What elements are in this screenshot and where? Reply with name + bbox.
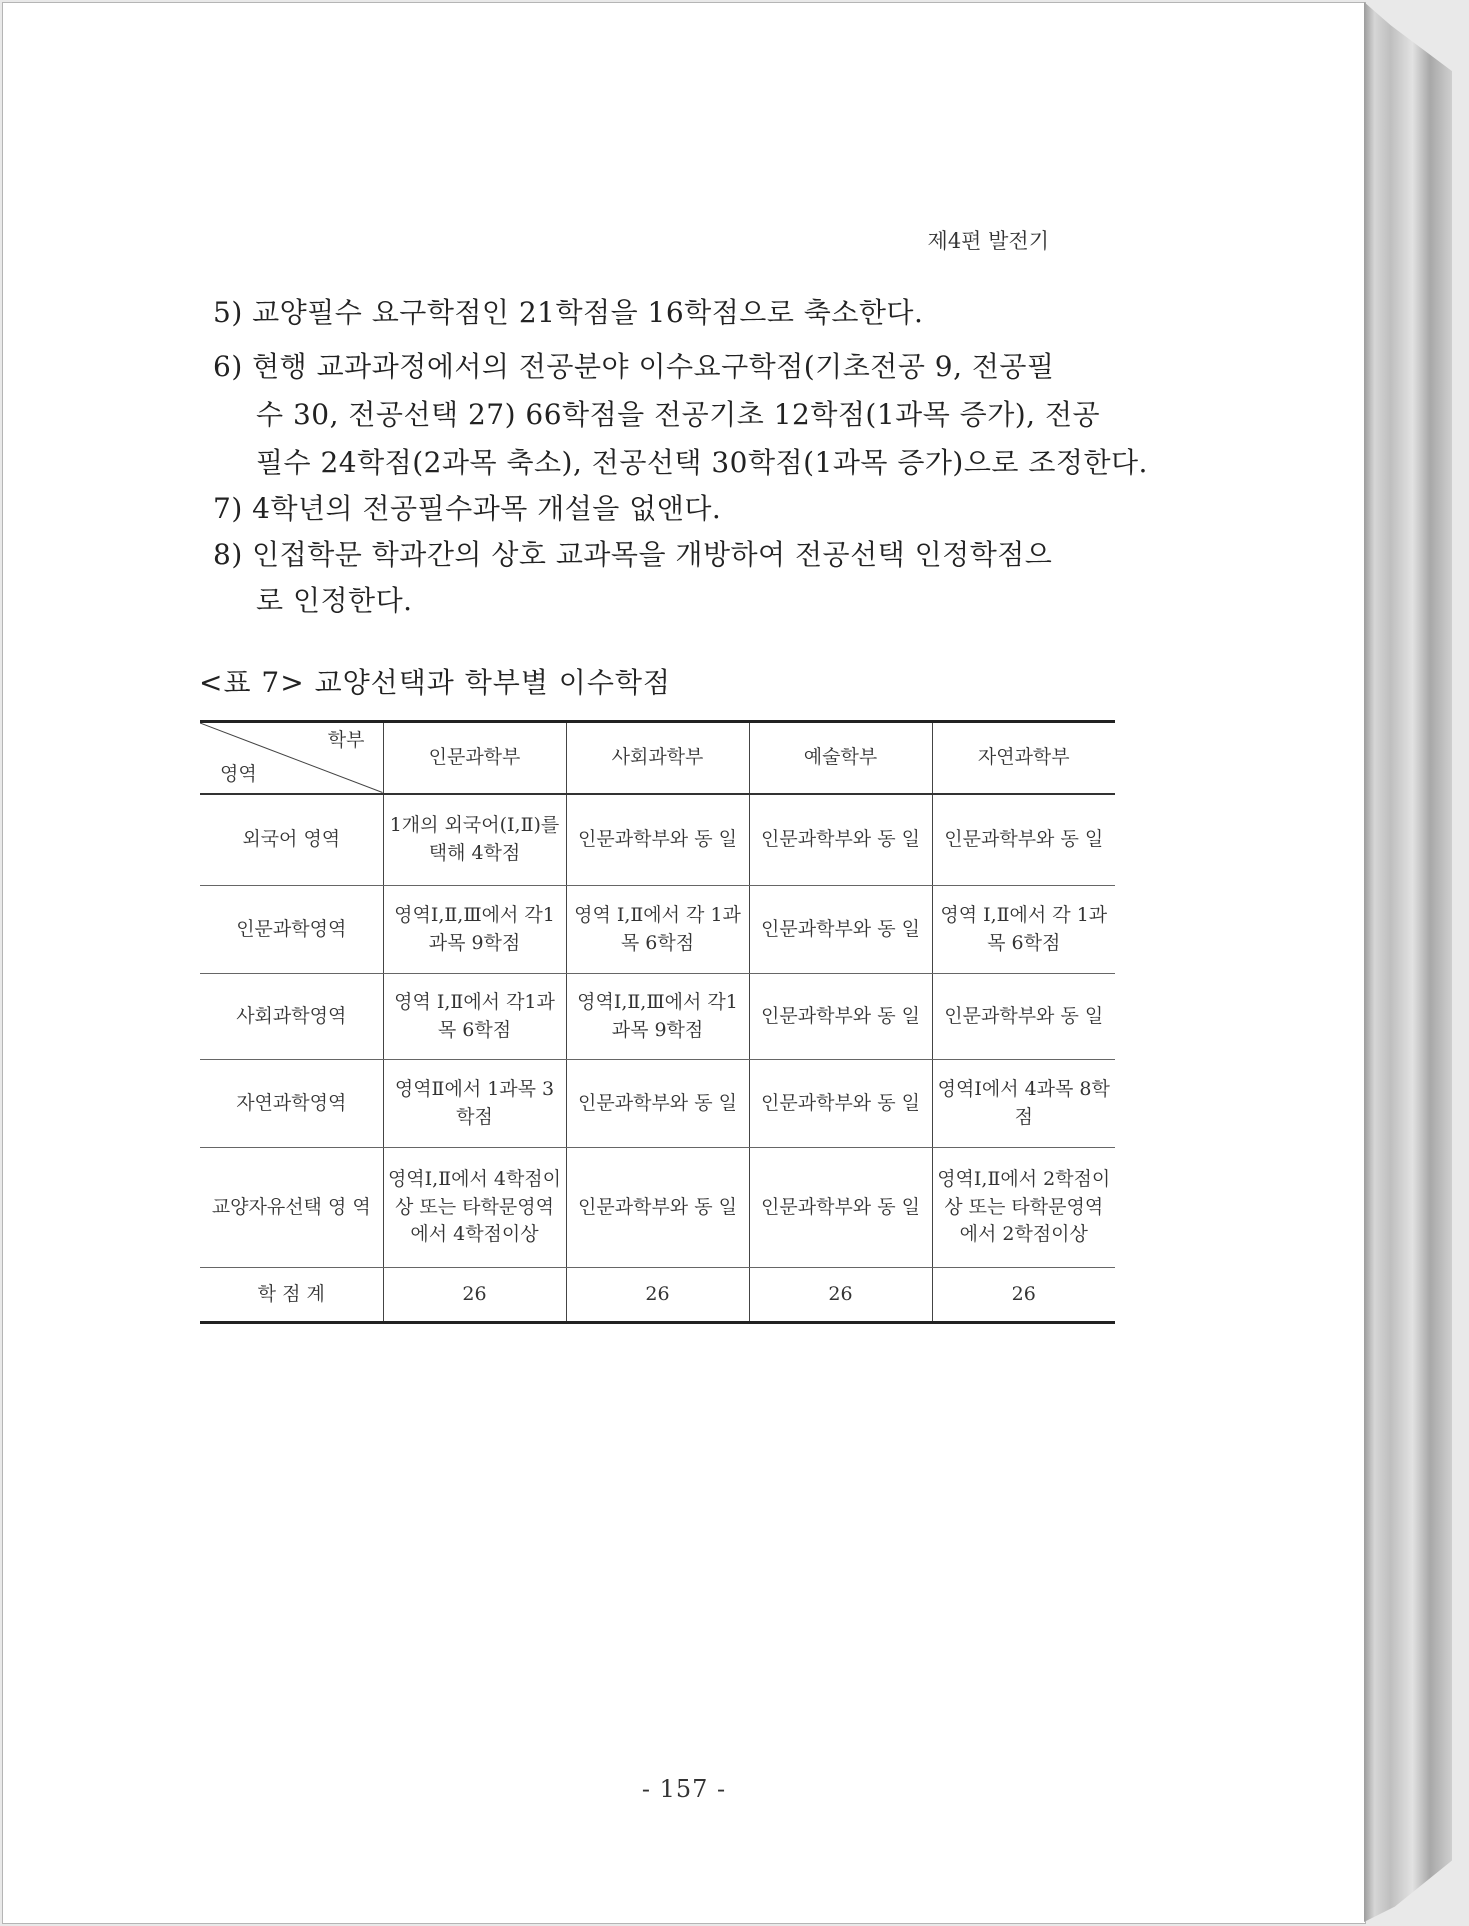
table-cell: 영역 Ⅰ,Ⅱ에서 각1과목 6학점 — [383, 974, 566, 1060]
table-cell: 인문과학부와 동 일 — [749, 886, 932, 974]
table-cell: 영역 Ⅰ,Ⅱ에서 각 1과목 6학점 — [932, 886, 1115, 974]
item-5: 5) 교양필수 요구학점인 21학점을 16학점으로 축소한다. — [213, 296, 924, 329]
row-label: 자연과학영역 — [200, 1060, 383, 1148]
column-header: 사회과학부 — [566, 722, 749, 794]
table-cell: 영역 Ⅰ,Ⅱ에서 각 1과목 6학점 — [566, 886, 749, 974]
total-value: 26 — [932, 1268, 1115, 1323]
row-label: 사회과학영역 — [200, 974, 383, 1060]
row-label: 인문과학영역 — [200, 886, 383, 974]
table-row — [200, 1060, 1115, 1148]
book-page — [2, 2, 1366, 1924]
table-cell: 영역Ⅰ,Ⅱ에서 4학점이상 또는 타학문영역에서 4학점이상 — [383, 1148, 566, 1268]
item-8-line-1: 8) 인접학문 학과간의 상호 교과목을 개방하여 전공선택 인정학점으 — [213, 538, 1053, 571]
table-row — [200, 1148, 1115, 1268]
total-value: 26 — [749, 1268, 932, 1323]
item-8-line-2: 로 인정한다. — [256, 584, 413, 617]
running-header: 제4편 발전기 — [927, 229, 1049, 253]
row-label: 외국어 영역 — [200, 794, 383, 886]
table-caption: <표 7> 교양선택과 학부별 이수학점 — [199, 666, 671, 699]
credits-table — [200, 720, 1115, 1324]
table-header-row — [200, 722, 1115, 794]
table-row — [200, 974, 1115, 1060]
table-cell: 인문과학부와 동 일 — [749, 794, 932, 886]
corner-top-label: 학부 — [327, 729, 365, 751]
table-cell: 인문과학부와 동 일 — [566, 1148, 749, 1268]
table-cell: 인문과학부와 동 일 — [749, 974, 932, 1060]
column-header: 예술학부 — [749, 722, 932, 794]
total-row — [200, 1268, 1115, 1323]
table-cell: 인문과학부와 동 일 — [566, 794, 749, 886]
table-cell: 인문과학부와 동 일 — [932, 794, 1115, 886]
corner-bottom-label: 영역 — [220, 762, 257, 785]
total-value: 26 — [383, 1268, 566, 1323]
table-cell: 인문과학부와 동 일 — [749, 1060, 932, 1148]
table-row — [200, 794, 1115, 886]
table-row — [200, 886, 1115, 974]
table-cell: 인문과학부와 동 일 — [749, 1148, 932, 1268]
table-cell: 1개의 외국어(Ⅰ,Ⅱ)를 택해 4학점 — [383, 794, 566, 886]
table-cell: 영역Ⅰ에서 4과목 8학점 — [932, 1060, 1115, 1148]
item-7: 7) 4학년의 전공필수과목 개설을 없앤다. — [213, 492, 722, 525]
total-value: 26 — [566, 1268, 749, 1323]
item-6-line-1: 6) 현행 교과과정에서의 전공분야 이수요구학점(기초전공 9, 전공필 — [213, 350, 1055, 383]
item-6-line-3: 필수 24학점(2과목 축소), 전공선택 30학점(1과목 증가)으로 조정한다. — [256, 446, 1148, 479]
page-stack-edge — [1364, 2, 1452, 1922]
table-cell: 인문과학부와 동 일 — [566, 1060, 749, 1148]
page-number: - 157 - — [641, 1775, 727, 1803]
table-cell: 영역Ⅱ에서 1과목 3학점 — [383, 1060, 566, 1148]
table-cell: 영역Ⅰ,Ⅱ,Ⅲ에서 각1과목 9학점 — [383, 886, 566, 974]
table-cell: 영역Ⅰ,Ⅱ에서 2학점이상 또는 타학문영역에서 2학점이상 — [932, 1148, 1115, 1268]
column-header: 자연과학부 — [932, 722, 1115, 794]
table-cell: 인문과학부와 동 일 — [932, 974, 1115, 1060]
column-header: 인문과학부 — [383, 722, 566, 794]
item-6-line-2: 수 30, 전공선택 27) 66학점을 전공기초 12학점(1과목 증가), 전공 — [256, 398, 1101, 431]
row-label: 교양자유선택 영 역 — [200, 1148, 383, 1268]
table-cell: 영역Ⅰ,Ⅱ,Ⅲ에서 각1과목 9학점 — [566, 974, 749, 1060]
corner-cell — [200, 722, 383, 794]
total-label: 학 점 계 — [200, 1268, 383, 1323]
